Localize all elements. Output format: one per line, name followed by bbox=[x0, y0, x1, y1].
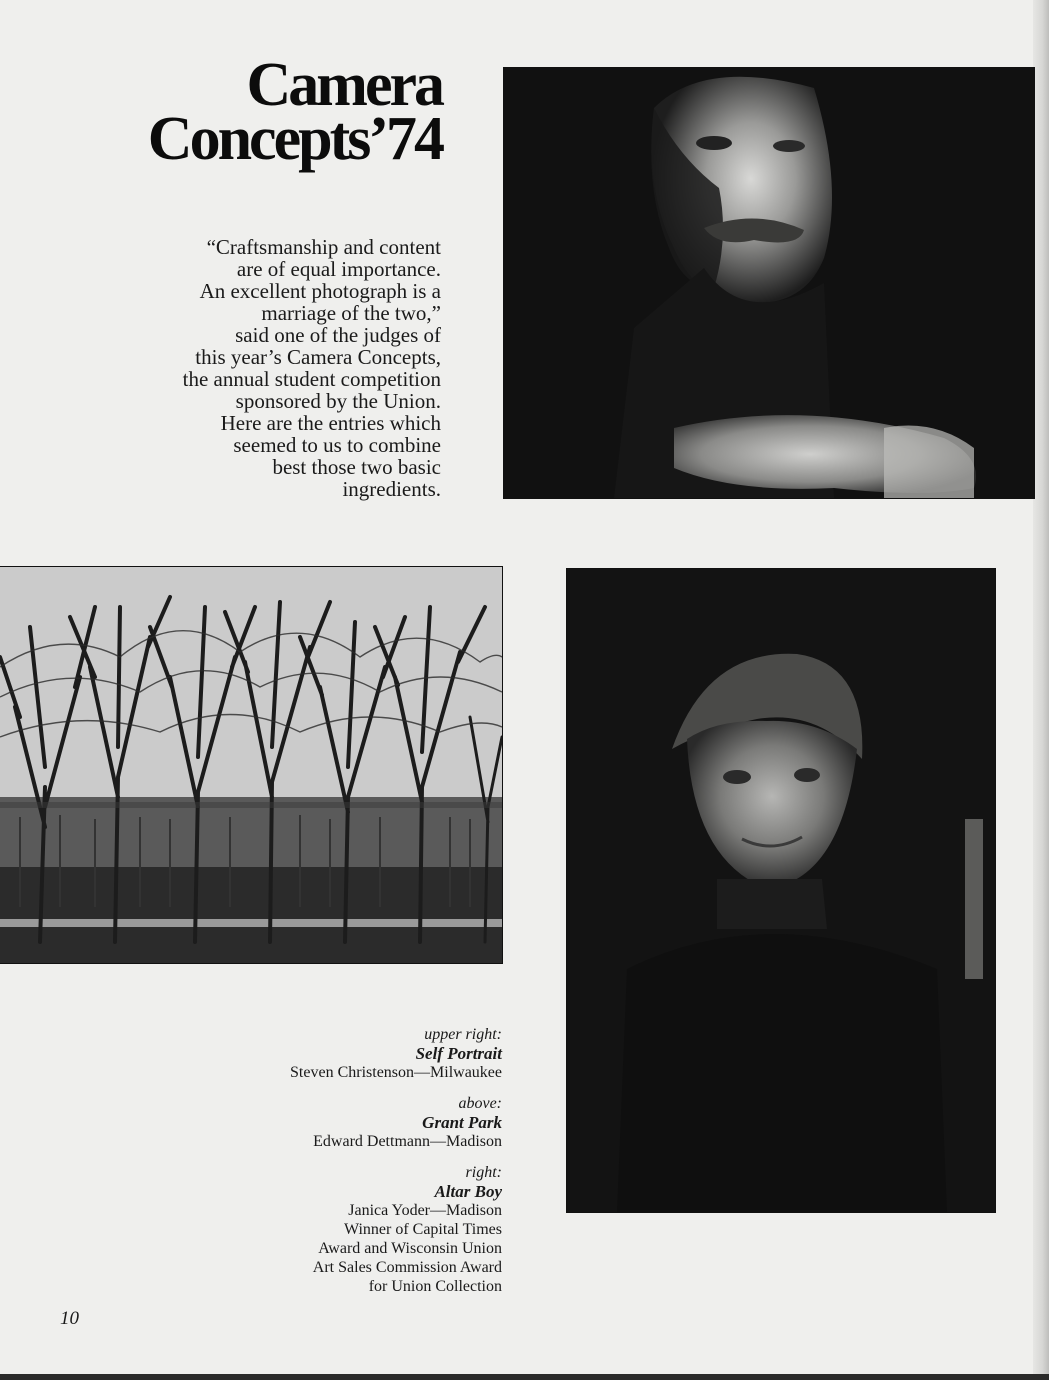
title-line-1: Camera bbox=[246, 51, 442, 119]
intro-line: Here are the entries which bbox=[220, 411, 441, 435]
intro-line: An excellent photograph is a bbox=[199, 279, 441, 303]
altar-boy-photo bbox=[566, 568, 996, 1213]
caption-award: Winner of Capital Times bbox=[343, 1221, 502, 1238]
caption-position: right: bbox=[465, 1164, 502, 1181]
caption-title: Grant Park bbox=[422, 1113, 502, 1132]
caption-self-portrait bbox=[200, 1025, 502, 1082]
intro-line: said one of the judges of bbox=[235, 323, 441, 347]
grant-park-image bbox=[0, 567, 502, 963]
intro-line: are of equal importance. bbox=[236, 257, 441, 281]
intro-line: marriage of the two,” bbox=[261, 301, 441, 325]
caption-altar-boy bbox=[200, 1163, 502, 1296]
caption-award: Art Sales Commission Award bbox=[312, 1259, 502, 1276]
caption-position: upper right: bbox=[424, 1026, 502, 1043]
page-edge bbox=[1033, 0, 1049, 1380]
caption-title: Self Portrait bbox=[415, 1044, 502, 1063]
page-number: 10 bbox=[60, 1308, 79, 1329]
caption-grant-park bbox=[200, 1094, 502, 1151]
caption-credit: Janica Yoder—Madison bbox=[348, 1202, 502, 1219]
caption-award: Award and Wisconsin Union bbox=[318, 1240, 502, 1257]
caption-title: Altar Boy bbox=[434, 1182, 502, 1201]
page-bottom-edge bbox=[0, 1374, 1049, 1380]
intro-line: sponsored by the Union. bbox=[235, 389, 441, 413]
intro-line: ingredients. bbox=[342, 477, 441, 501]
self-portrait-photo bbox=[503, 67, 1035, 499]
caption-credit: Edward Dettmann—Madison bbox=[313, 1133, 502, 1150]
caption-position: above: bbox=[458, 1095, 502, 1112]
intro-line: the annual student competition bbox=[182, 367, 441, 391]
self-portrait-image bbox=[504, 68, 1034, 498]
grant-park-photo bbox=[0, 566, 503, 964]
page-title bbox=[90, 51, 442, 173]
intro-line: seemed to us to combine bbox=[233, 433, 441, 457]
caption-credit: Steven Christenson—Milwaukee bbox=[290, 1064, 502, 1081]
altar-boy-image bbox=[567, 569, 995, 1212]
caption-award: for Union Collection bbox=[368, 1278, 502, 1295]
photo-captions bbox=[200, 1025, 502, 1308]
intro-line: best those two basic bbox=[272, 455, 441, 479]
intro-line: “Craftsmanship and content bbox=[206, 235, 441, 259]
intro-line: this year’s Camera Concepts, bbox=[195, 345, 441, 369]
title-line-2: Concepts’74 bbox=[147, 105, 442, 173]
intro-paragraph bbox=[120, 236, 441, 500]
